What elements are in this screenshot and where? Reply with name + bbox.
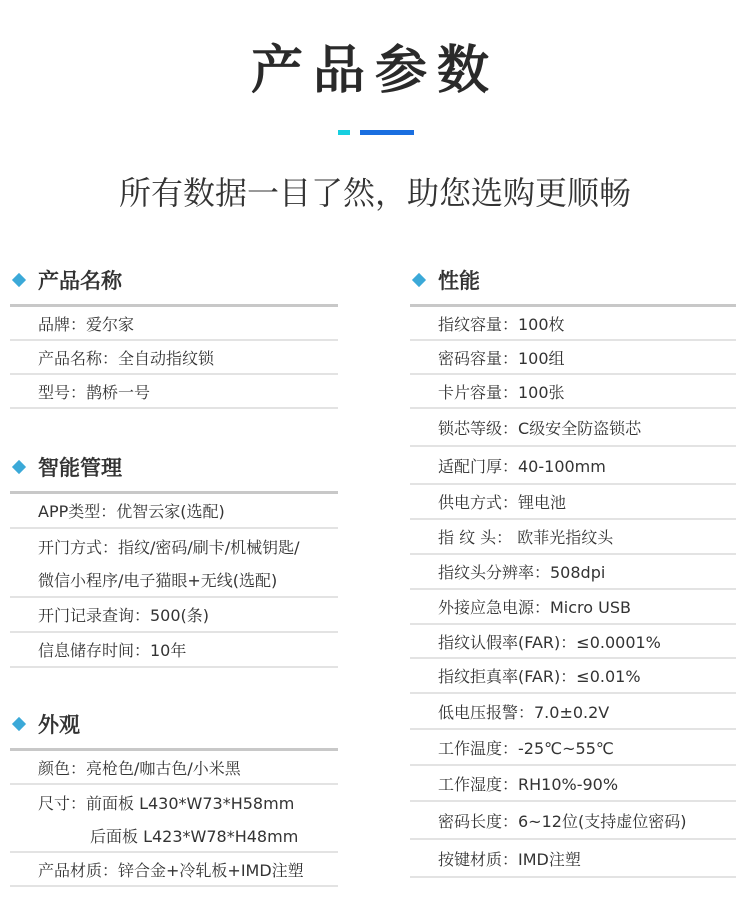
spec-row: 开门记录查询：500(条) [10,598,338,633]
section-smart-management [10,449,338,668]
spec-row: 指 纹 头： 欧菲光指纹头 [410,520,736,555]
section-title: 智能管理 [38,456,122,480]
spec-row: 外接应急电源：Micro USB [410,590,736,625]
section-title: 产品名称 [38,269,122,293]
section-appearance [10,706,338,887]
page-subtitle: 所有数据一目了然，助您选购更顺畅 [118,174,631,212]
diamond-bullet-icon [12,460,26,474]
right-column [410,262,736,878]
spec-row: 品牌：爱尔家 [10,307,338,341]
spec-row: 指纹认假率(FAR)：≤0.0001% [410,625,736,659]
title-accent-short [338,130,350,135]
diamond-bullet-icon [12,717,26,731]
section-performance [410,262,736,878]
spec-row: 产品名称：全自动指纹锁 [10,341,338,375]
spec-row: 尺寸：前面板 L430*W73*H58mm [38,793,295,813]
spec-row: 密码长度：6~12位(支持虚位密码) [410,802,736,840]
section-header [10,262,338,298]
section-header [410,262,736,298]
spec-row: 按键材质：IMD注塑 [410,840,736,878]
spec-row: 密码容量：100组 [410,341,736,375]
spec-row: 颜色：亮枪色/咖古色/小米黑 [10,751,338,785]
section-header [10,706,338,742]
section-title: 外观 [38,713,80,737]
spec-row-continued: 后面板 L423*W78*H48mm [10,819,338,853]
spec-row: 工作湿度：RH10%-90% [410,766,736,802]
spec-row: 信息储存时间：10年 [10,633,338,668]
spec-row-continued: 微信小程序/电子猫眼+无线(选配) [10,563,338,598]
section-product-name [10,262,338,409]
spec-row: 指纹头分辨率：508dpi [410,555,736,590]
page-title: 产品参数 [250,41,499,101]
spec-row: 卡片容量：100张 [410,375,736,409]
spec-row: 产品材质：锌合金+冷轧板+IMD注塑 [10,853,338,887]
spec-row: 开门方式：指纹/密码/刷卡/机械钥匙/ [38,537,300,557]
section-header [10,449,338,485]
left-column [10,262,338,887]
diamond-bullet-icon [12,273,26,287]
spec-row: 适配门厚：40-100mm [410,447,736,485]
spec-row: 指纹拒真率(FAR)：≤0.01% [410,659,736,694]
title-accent-long [360,130,414,135]
spec-row: 锁芯等级：C级安全防盗锁芯 [410,409,736,447]
spec-row: 工作温度：-25℃~55℃ [410,730,736,766]
spec-row: APP类型：优智云家(选配) [10,494,338,529]
spec-row: 低电压报警：7.0±0.2V [410,694,736,730]
spec-row: 指纹容量：100枚 [410,307,736,341]
spec-row: 型号：鹊桥一号 [10,375,338,409]
spec-row: 供电方式：锂电池 [410,485,736,520]
section-title: 性能 [438,269,480,293]
diamond-bullet-icon [412,273,426,287]
